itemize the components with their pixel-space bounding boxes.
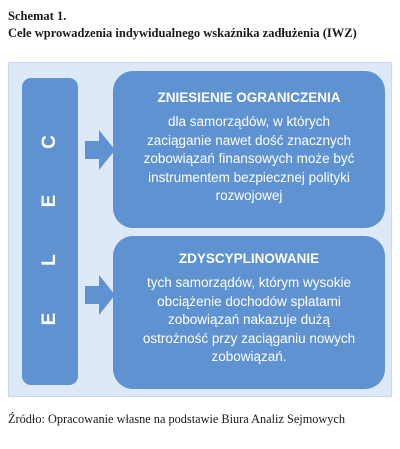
source-note: Źródło: Opracowanie własne na podstawie Biura Analiz Sejmowych [8, 412, 346, 426]
goal-text-line: zaciąganie nawet dość znacznych [146, 132, 352, 148]
goal-box-discipline [113, 236, 385, 389]
goal-text-line: dla samorządów, w których [167, 114, 331, 129]
goal-heading: ZDYSCYPLINOWANIE [178, 251, 320, 266]
goal-description [113, 113, 385, 206]
figure-title: Cele wprowadzenia indywidualnego wskaźnika zadłużenia (IWZ) [8, 26, 357, 40]
cele-side-bar [22, 78, 78, 385]
goal-text-line: zobowiązań finansowych może być [143, 151, 355, 166]
cele-letter-4: E [39, 312, 60, 326]
goal-box-remove-limit [113, 71, 385, 228]
goal-text-line: ostrożność przy zaciąganiu nowych [142, 330, 356, 346]
figure-label: Schemat 1. [8, 9, 67, 23]
cele-letter-2: E [39, 194, 60, 208]
cele-letter-3: L [39, 254, 60, 266]
arrow-right-icon [85, 275, 115, 315]
cele-letter-1: C [39, 135, 60, 149]
goal-text-line: obciążenie dochodów spłatami [157, 293, 341, 309]
goal-text-line: instrumentem bezpiecznej polityki [148, 169, 350, 185]
arrow-right-icon [85, 130, 115, 170]
diagram-frame [8, 62, 392, 397]
goal-heading: ZNIESIENIE OGRANICZENIA [157, 90, 341, 105]
goal-text-line: zobowiązań. [211, 349, 287, 364]
goal-text-line: zobowiązań nakazuje dużą [167, 312, 331, 327]
goal-text-line: rozwojowej [215, 188, 283, 203]
goal-text-line: tych samorządów, którym wysokie [146, 275, 352, 290]
goal-description [113, 274, 385, 367]
